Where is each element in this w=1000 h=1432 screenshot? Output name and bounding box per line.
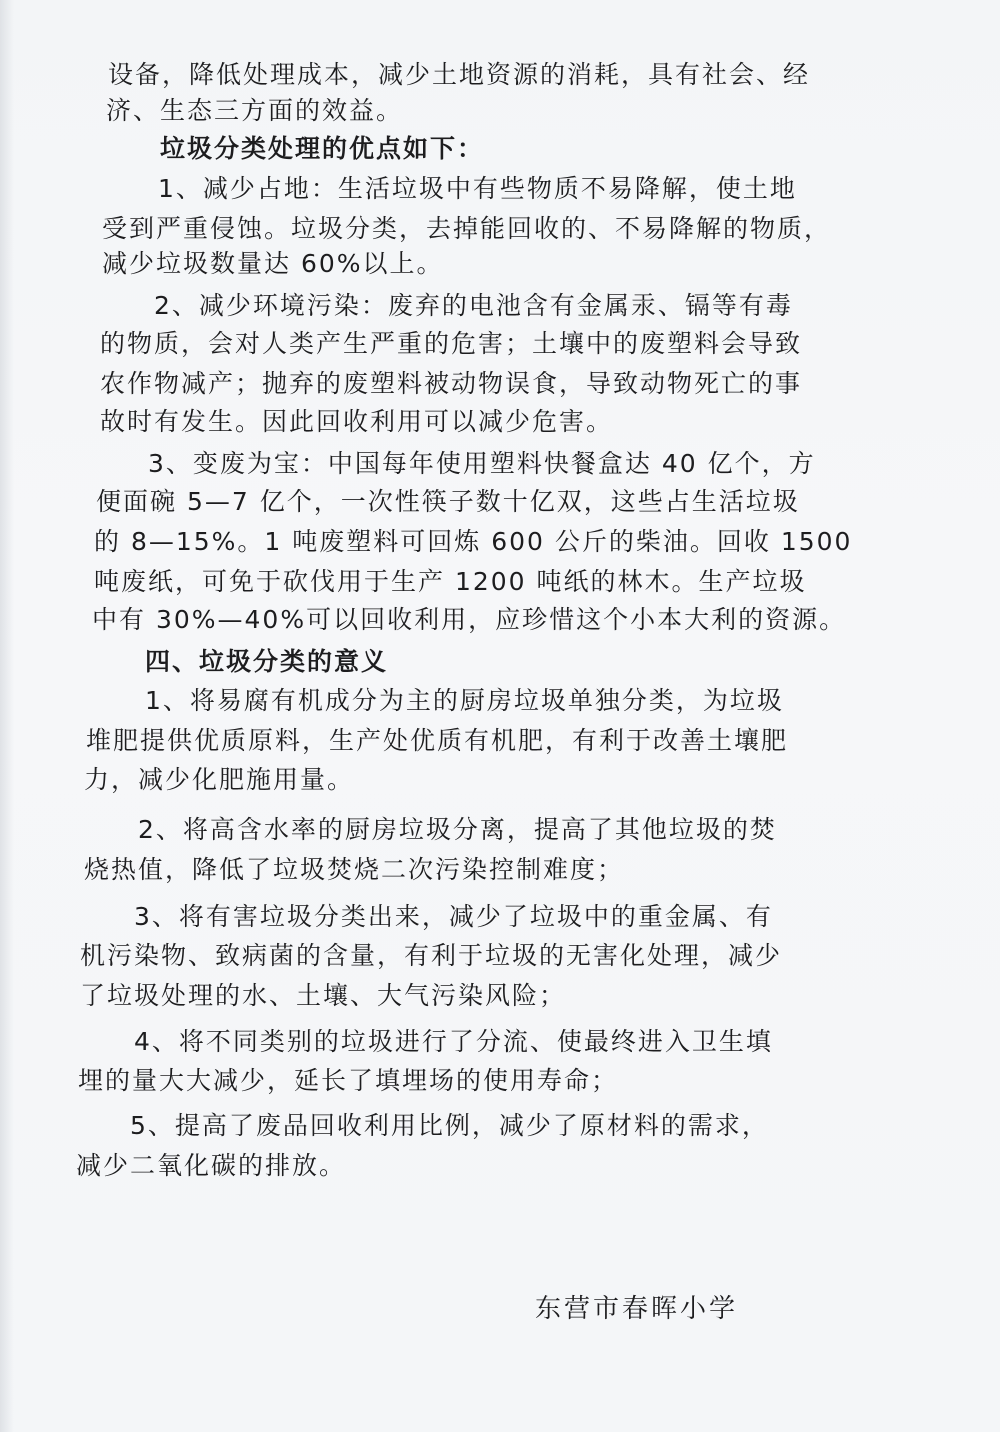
section-heading: 四、垃圾分类的意义 xyxy=(145,647,389,676)
text-line: 力，减少化肥施用量。 xyxy=(84,765,355,794)
text-line: 埋的量大大减少，延长了填埋场的使用寿命； xyxy=(78,1066,619,1095)
text-line: 5、提高了废品回收利用比例，减少了原材料的需求， xyxy=(130,1111,769,1140)
text-line: 吨废纸，可免于砍伐用于生产 1200 吨纸的林木。生产垃圾 xyxy=(94,567,807,596)
text-line: 1、减少占地：生活垃圾中有些物质不易降解，使土地 xyxy=(158,174,797,203)
text-line: 受到严重侵蚀。垃圾分类，去掉能回收的、不易降解的物质， xyxy=(102,214,832,243)
text-line: 故时有发生。因此回收利用可以减少危害。 xyxy=(100,407,614,436)
text-line: 3、将有害垃圾分类出来，减少了垃圾中的重金属、有 xyxy=(134,902,773,931)
text-line: 济、生态三方面的效益。 xyxy=(106,96,404,125)
text-line: 2、减少环境污染：废弃的电池含有金属汞、镉等有毒 xyxy=(154,291,793,320)
text-line: 2、将高含水率的厨房垃圾分离，提高了其他垃圾的焚 xyxy=(138,815,777,844)
text-line: 的 8—15%。1 吨废塑料可回炼 600 公斤的柴油。回收 1500 xyxy=(94,527,853,556)
text-line: 4、将不同类别的垃圾进行了分流、使最终进入卫生填 xyxy=(134,1027,773,1056)
page-edge-shadow xyxy=(0,0,14,1432)
text-line: 机污染物、致病菌的含量，有利于垃圾的无害化处理，减少 xyxy=(80,941,783,970)
text-line: 3、变废为宝：中国每年使用塑料快餐盒达 40 亿个，方 xyxy=(148,449,816,478)
text-line: 烧热值，降低了垃圾焚烧二次污染控制难度； xyxy=(84,855,625,884)
text-line: 1、将易腐有机成分为主的厨房垃圾单独分类，为垃圾 xyxy=(145,686,784,715)
text-line: 堆肥提供优质原料，生产处优质有机肥，有利于改善土壤肥 xyxy=(86,726,789,755)
text-line: 中有 30%—40%可以回收利用，应珍惜这个小本大利的资源。 xyxy=(92,605,847,634)
text-line: 设备，降低处理成本，减少土地资源的消耗，具有社会、经 xyxy=(108,60,811,89)
text-line: 减少垃圾数量达 60%以上。 xyxy=(102,249,444,278)
signature-school-name: 东营市春晖小学 xyxy=(535,1294,739,1324)
text-line: 的物质，会对人类产生严重的危害；土壤中的废塑料会导致 xyxy=(100,329,803,358)
text-line: 便面碗 5—7 亿个，一次性筷子数十亿双，这些占生活垃圾 xyxy=(96,487,800,516)
text-line: 减少二氧化碳的排放。 xyxy=(76,1151,347,1180)
text-line: 了垃圾处理的水、土壤、大气污染风险； xyxy=(80,981,567,1010)
text-line: 农作物减产；抛弃的废塑料被动物误食，导致动物死亡的事 xyxy=(100,369,803,398)
section-heading: 垃圾分类处理的优点如下： xyxy=(160,134,485,163)
